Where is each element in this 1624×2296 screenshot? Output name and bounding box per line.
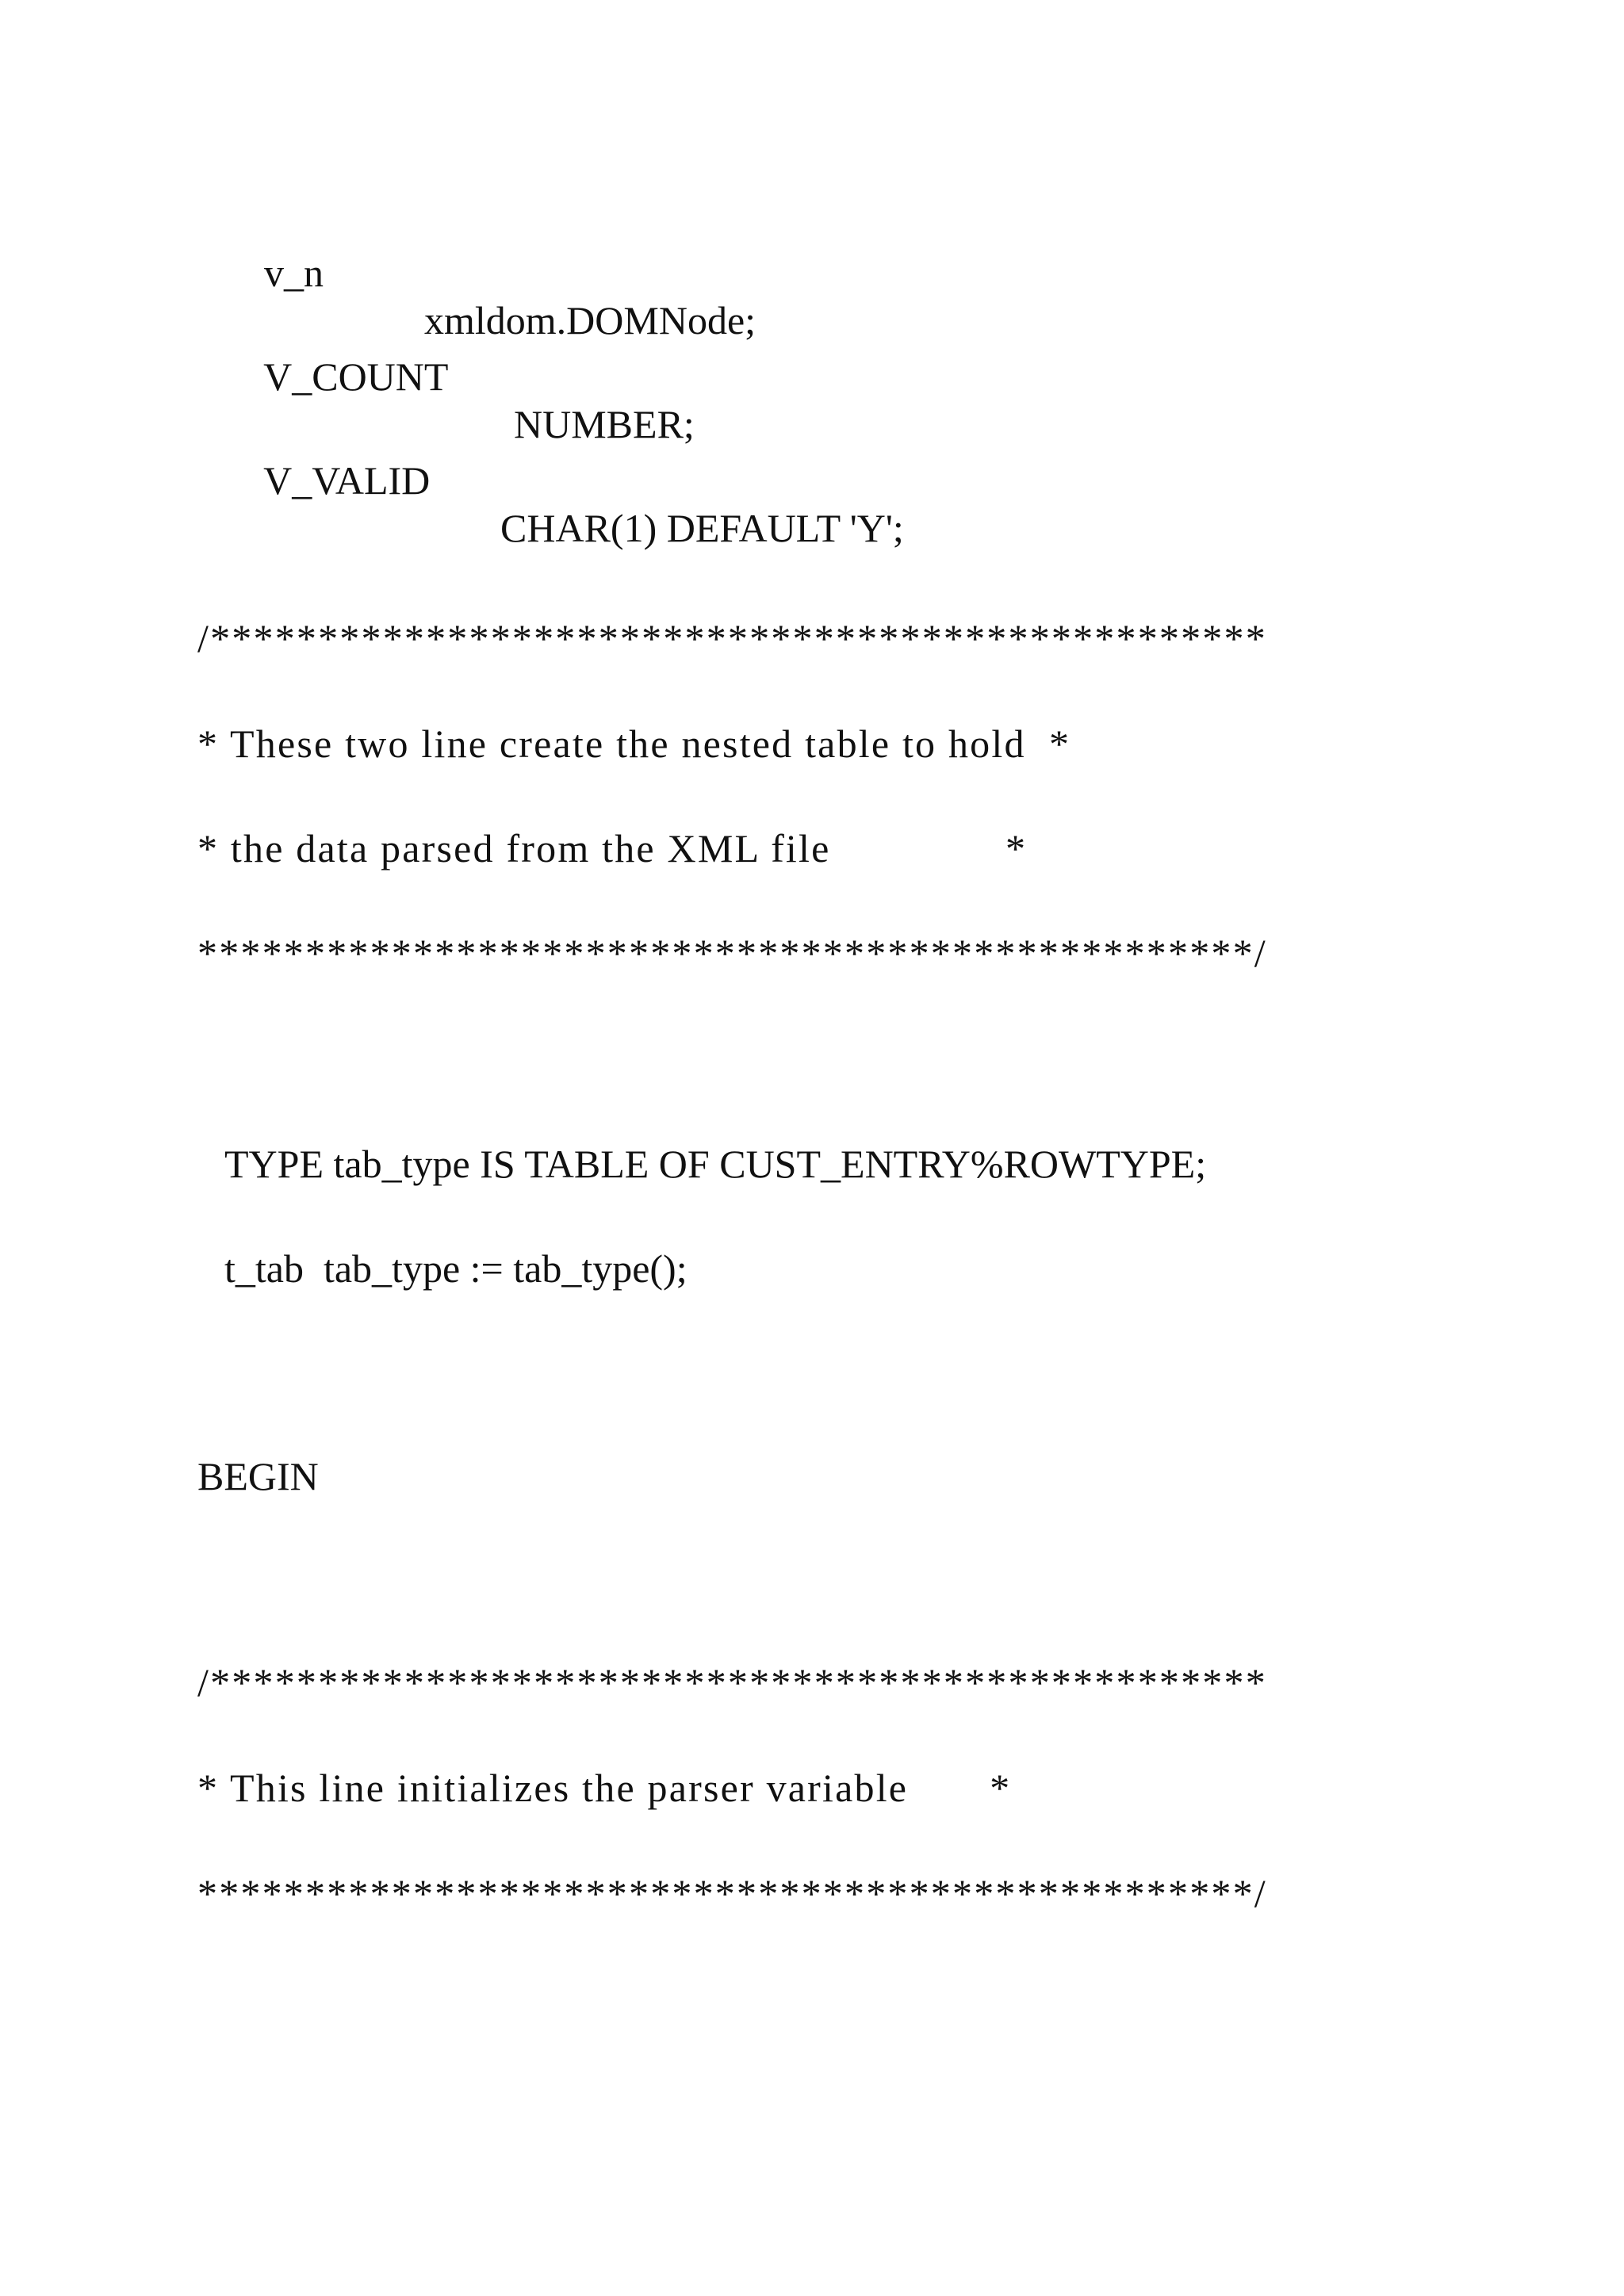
comment-line: * This line initializes the parser variable *: [197, 1766, 1012, 1810]
comment-line: * the data parsed from the XML file *: [197, 826, 1028, 871]
comment-close: *************************************************/: [197, 1871, 1267, 1915]
comment-close: *************************************************/: [197, 931, 1267, 975]
declaration-type: CHAR(1) DEFAULT 'Y';: [500, 506, 904, 550]
variable-declaration: t_tab tab_type := tab_type();: [224, 1246, 688, 1291]
comment-line: * These two line create the nested table to hold *: [197, 721, 1071, 766]
comment-open: /*************************************************: [197, 1660, 1267, 1705]
type-declaration: TYPE tab_type IS TABLE OF CUST_ENTRY%ROWTYPE;: [224, 1142, 1207, 1186]
declaration-name: v_n: [264, 251, 324, 295]
declaration-name: V_VALID: [263, 458, 431, 503]
declaration-type: xmldom.DOMNode;: [424, 298, 756, 342]
begin-keyword: BEGIN: [197, 1454, 319, 1498]
declaration-type: NUMBER;: [514, 402, 695, 446]
comment-open: /*************************************************: [197, 616, 1267, 660]
declaration-name: V_COUNT: [263, 354, 449, 399]
